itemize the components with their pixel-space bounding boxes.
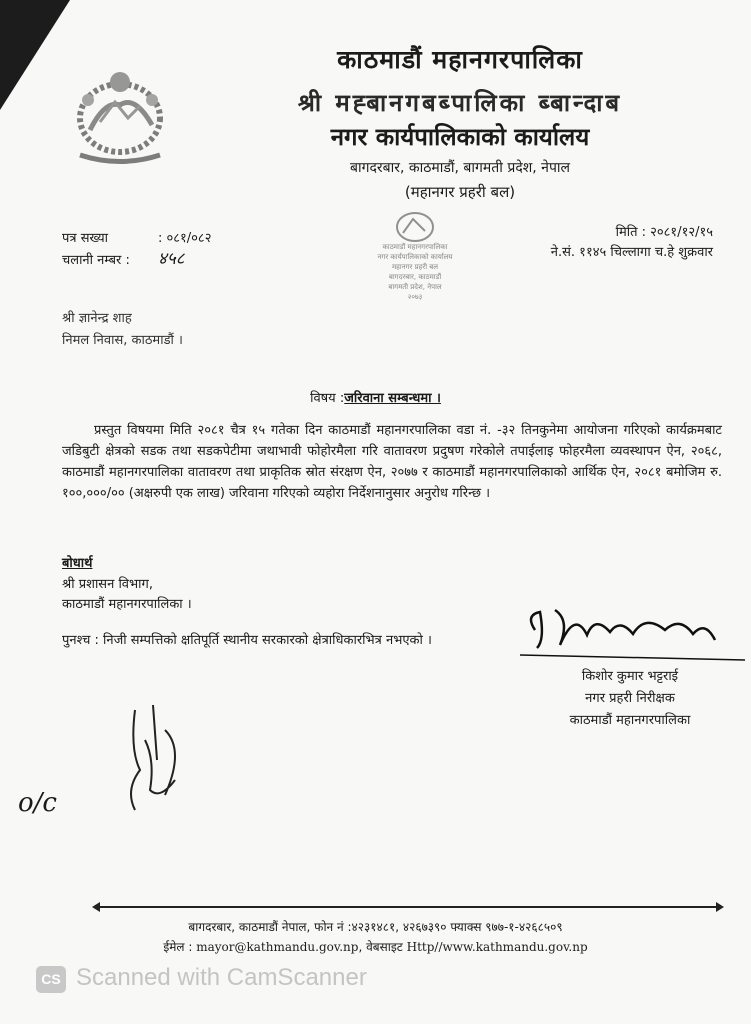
nepal-sambat-date: ने.सं. ११४५ चिल्लागा च.हे शुक्रवार [550,245,713,260]
signature-scribble [515,600,750,670]
patra-sankhya-label: पत्र सख्या [62,231,108,246]
signer-office: काठमाडौं महानगरपालिका [569,713,691,728]
header-script-line: श्री मह्बानगबब्पालिका ब्बान्दाब [297,88,623,117]
footer-contact [0,938,751,955]
letter-body: प्रस्तुत विषयमा मिति २०८१ चैत्र १५ गतेका दिन काठमाडौं महानगरपालिका वडा नं. -३२ तिनकुनेमा आयोजना गरिएको कार्यक्रमबाट जडिबुटी क्षेत्रको सडक तथा सडकपेटीमा जथाभावी फोहोरमैला गरि वातावरण प्रदुषण गरेकोले तपाईलाइ फोहरमैला व्यवस्थापन ऐन, २०६८, काठमाडौं महानगरपालिका वातावरण तथा प्राकृतिक स्रोत संरक्षण ऐन, २०७७ र काठमाडौं महानगरपालिकाको आर्थिक ऐन, २०८१ बमोजिम रु. १००,०००/०० (अक्षरुपी एक लाख) जरिवाना गरिएको व्यहोरा निर्देशनानुसार अनुरोध गरिन्छ । [62,423,722,501]
stamp-line-1: काठमाडौं महानगरपालिका [382,243,448,251]
nepal-emblem-icon [60,60,180,170]
footer-website-label: , वेबसाइट [358,940,403,954]
stamp-line-5: बागमती प्रदेश, नेपाल [388,283,442,291]
footer-website[interactable]: Http//www.kathmandu.gov.np [406,940,588,954]
camscanner-watermark: Scanned with CamScanner [76,964,367,991]
patra-sankhya-value: : ०८१/०८२ [158,231,212,246]
subject-label: विषय : [310,391,345,406]
footer-address-phone: बागदरबार, काठमाडौं नेपाल, फोन नं :४२३१४८१, ४२६७३९० फ्याक्स ९७७-१-४२६८५०९ [188,920,563,934]
header-unit: (महानगर प्रहरी बल) [404,183,516,201]
chalani-number-value: ४५८ [158,249,185,269]
stamp-line-4: बागदरबार, काठमाडौं [388,273,442,281]
stamp-line-3: महानगर प्रहरी बल [392,263,438,271]
header-office: नगर कार्यपालिकाको कार्यालय [330,123,590,151]
stamp-line-6: २०७३ [407,293,423,301]
chalani-number-label: चलानी नम्बर : [62,253,130,268]
subject-value: जरिवाना सम्बन्धमा । [344,391,441,406]
office-stamp [355,205,475,305]
footer-email[interactable]: mayor@kathmandu.gov.np [196,940,359,954]
bodhartha-heading: बोधार्थ [62,556,93,571]
camscanner-logo-icon: CS [36,966,66,993]
signer-designation: नगर प्रहरी निरीक्षक [585,691,675,706]
signer-name: किशोर कुमार भट्टराई [581,669,679,684]
footer-rule [98,906,720,908]
footer-email-label: ईमेल : [163,940,193,954]
postscript: पुनश्च : निजी सम्पत्तिको क्षतिपूर्ति स्थानीय सरकारको क्षेत्राधिकारभित्र नभएको । [62,633,432,648]
handwritten-initial [105,700,195,820]
recipient-name: श्री ज्ञानेन्द्र शाह [62,311,132,326]
stamp-line-2: नगर कार्यपालिकाको कार्यालय [377,253,453,261]
bodhartha-line-2: काठमाडौं महानगरपालिका । [62,597,192,612]
handwritten-oc-mark: o/c [18,788,57,818]
header-title: काठमाडौं महानगरपालिका [337,45,583,74]
recipient-address: निमल निवास, काठमाडौं । [62,333,183,348]
footer-rule-right-arrow [716,902,724,912]
header-address: बागदरबार, काठमाडौं, बागमती प्रदेश, नेपाल [349,160,571,176]
date-line: मिति : २०८१/१२/१५ [615,225,713,240]
subject-line [0,388,751,406]
bodhartha-line-1: श्री प्रशासन विभाग, [62,577,153,592]
